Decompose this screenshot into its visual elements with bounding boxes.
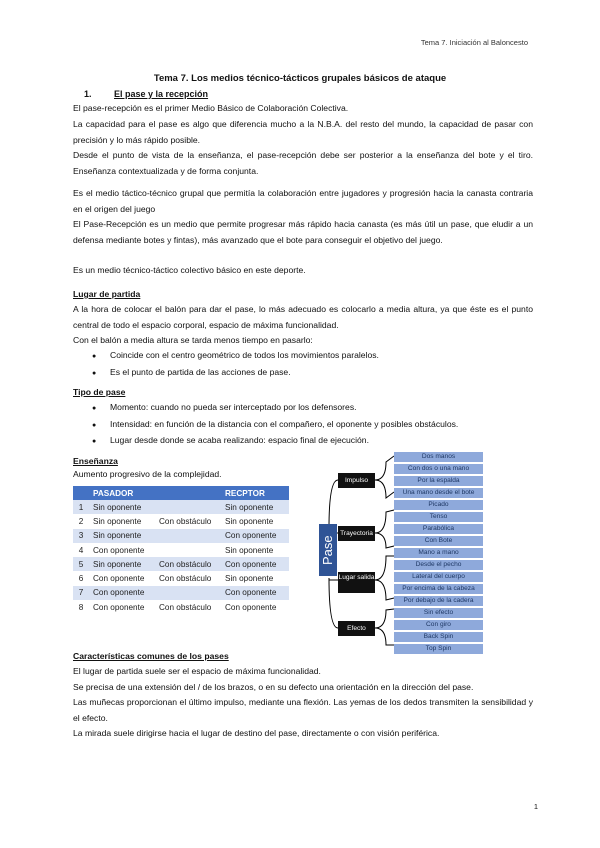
tipo-heading: Tipo de pase bbox=[73, 387, 126, 397]
table-cell: Sin oponente bbox=[225, 545, 274, 555]
table-cell: Con oponente bbox=[93, 602, 145, 612]
table-cell bbox=[155, 586, 221, 600]
intro-paragraph-1: El pase-recepción es el primer Medio Básico de Colaboración Colectiva. bbox=[73, 103, 349, 113]
table-cell bbox=[155, 529, 221, 543]
diagram-item: Mano a mano bbox=[394, 548, 483, 558]
pass-types-diagram bbox=[318, 452, 488, 654]
page-title: Tema 7. Los medios técnico-tácticos grupales básicos de ataque bbox=[153, 73, 447, 84]
table-cell: Sin oponente bbox=[225, 516, 274, 526]
ensenanza-heading: Enseñanza bbox=[73, 456, 118, 466]
lugar-heading: Lugar de partida bbox=[73, 289, 141, 299]
diagram-item: Sin efecto bbox=[394, 608, 483, 618]
diagram-item: Por la espalda bbox=[394, 476, 483, 486]
caracteristicas-line-2: Se precisa de una extensión del / de los brazos, o en su defecto una orientación en la dirección del pase. bbox=[73, 682, 474, 692]
diagram-item: Por encima de la cabeza bbox=[394, 584, 483, 594]
progression-table bbox=[73, 486, 289, 614]
caracteristicas-line-4: La mirada suele dirigirse hacia el lugar de destino del pase, directamente o con visión periférica. bbox=[73, 728, 440, 738]
table-cell: Con obstáculo bbox=[159, 602, 212, 612]
table-row bbox=[73, 571, 289, 585]
table-cell: 6 bbox=[78, 574, 84, 584]
table-row bbox=[73, 543, 289, 557]
table-row bbox=[73, 529, 289, 543]
table-cell: Con oponente bbox=[221, 529, 289, 543]
diagram-item: Top Spin bbox=[394, 644, 483, 654]
definition-paragraph-1: Es el medio táctico-técnico grupal que permitía la colaboración entre jugadores y progresión hacia la canasta contraria en el origen del juego bbox=[73, 188, 533, 214]
table-row bbox=[73, 600, 289, 614]
intro-paragraph-2: La capacidad para el pase es algo que diferencia mucho a la N.B.A. del resto del mundo, la capacidad de pasar con precisión y lo más rápido posible. bbox=[73, 119, 533, 145]
table-cell: Con oponente bbox=[89, 586, 155, 600]
lugar-paragraph: A la hora de colocar el balón para dar el pase, lo más adecuado es colocarlo a media altura, ya que éste es el punto central de todo el espacio corporal, espacio de máxima funcionalidad. bbox=[73, 304, 533, 330]
table-cell: Sin oponente bbox=[89, 529, 155, 543]
lugar-bullets bbox=[92, 348, 379, 381]
table-cell: 8 bbox=[78, 602, 84, 612]
table-cell: 2 bbox=[78, 516, 84, 526]
table-cell: Sin oponente bbox=[89, 557, 155, 571]
diagram-item: Con giro bbox=[394, 620, 483, 630]
caracteristicas-heading: Características comunes de los pases bbox=[73, 651, 229, 661]
table-cell bbox=[155, 543, 221, 557]
running-header: Tema 7. Iniciación al Baloncesto bbox=[420, 38, 528, 47]
page-number: 1 bbox=[533, 802, 538, 811]
diagram-item: Con dos o una mano bbox=[394, 464, 483, 474]
diagram-category: Efecto bbox=[338, 621, 375, 636]
bullet-item: ● Coincide con el centro geométrico de todos los movimientos paralelos. bbox=[92, 348, 379, 365]
table-header-cell bbox=[155, 486, 221, 500]
table-cell: Con oponente bbox=[225, 602, 277, 612]
diagram-root: Pase bbox=[319, 524, 337, 576]
table-cell: Sin oponente bbox=[221, 500, 289, 514]
table-cell: Con oponente bbox=[221, 586, 289, 600]
table-row bbox=[73, 500, 289, 514]
caracteristicas-line-1: El lugar de partida suele ser el espacio de máxima funcionalidad. bbox=[73, 666, 321, 676]
table-row bbox=[73, 557, 289, 571]
table-cell: Con oponente bbox=[221, 557, 289, 571]
table-header-cell bbox=[73, 486, 89, 500]
tipo-bullets bbox=[92, 400, 458, 450]
section-number: 1. bbox=[84, 89, 92, 99]
diagram-item: Picado bbox=[394, 500, 483, 510]
table-row bbox=[73, 586, 289, 600]
diagram-item: Por debajo de la cadera bbox=[394, 596, 483, 606]
ensenanza-line: Aumento progresivo de la complejidad. bbox=[73, 469, 222, 479]
lugar-line: Con el balón a media altura se tarda menos tiempo en pasarlo: bbox=[73, 335, 313, 345]
diagram-category: Lugar salida bbox=[338, 572, 375, 593]
intro-paragraph-3: Desde el punto de vista de la enseñanza, el pase-recepción debe ser posterior a la enseñanza del bote y el tiro. Enseñanza contextualizada y de forma conjunta. bbox=[73, 150, 533, 176]
diagram-item: Con Bote bbox=[394, 536, 483, 546]
table-cell: 1 bbox=[73, 500, 89, 514]
table-header-cell: RECPTOR bbox=[221, 486, 289, 500]
definition-paragraph-3: Es un medio técnico-táctico colectivo básico en este deporte. bbox=[73, 265, 306, 275]
diagram-item: Back Spin bbox=[394, 632, 483, 642]
diagram-item: Parabólica bbox=[394, 524, 483, 534]
table-header-row bbox=[73, 486, 289, 500]
bullet-item: ● Momento: cuando no pueda ser interceptado por los defensores. bbox=[92, 400, 458, 417]
definition-paragraph-2: El Pase-Recepción es un medio que permite progresar más rápido hacia canasta (es más útil un pase, que eludir a un defensa mediante botes y fintas), más avanzado que el bote para conseguir el objetivo del juego. bbox=[73, 219, 533, 245]
table-cell: 4 bbox=[78, 545, 84, 555]
section-heading bbox=[84, 89, 208, 99]
diagram-item: Una mano desde el bote bbox=[394, 488, 483, 498]
bullet-item: ● Lugar desde donde se acaba realizando: espacio final de ejecución. bbox=[92, 433, 458, 450]
diagram-category: Trayectoria bbox=[338, 526, 375, 541]
table-cell: Sin oponente bbox=[225, 574, 274, 584]
diagram-item: Tenso bbox=[394, 512, 483, 522]
table-cell bbox=[155, 500, 221, 514]
caracteristicas-line-3: Las muñecas proporcionan el último impulso, mediante una flexión. Las yemas de los dedos transmiten la sensibilidad y el efecto. bbox=[73, 697, 533, 723]
table-cell: 7 bbox=[73, 586, 89, 600]
diagram-item: Lateral del cuerpo bbox=[394, 572, 483, 582]
table-cell: 5 bbox=[73, 557, 89, 571]
table-row bbox=[73, 514, 289, 528]
diagram-category: Impulso bbox=[338, 473, 375, 488]
diagram-item: Desde el pecho bbox=[394, 560, 483, 570]
table-cell: Con obstáculo bbox=[159, 574, 212, 584]
table-cell: Sin oponente bbox=[93, 516, 142, 526]
bullet-item: ● Intensidad: en función de la distancia con el compañero, el oponente y posibles obstáculos. bbox=[92, 417, 458, 434]
table-cell: Sin oponente bbox=[89, 500, 155, 514]
bullet-item: ● Es el punto de partida de las acciones de pase. bbox=[92, 365, 379, 382]
table-cell: Con obstáculo bbox=[159, 516, 212, 526]
diagram-item: Dos manos bbox=[394, 452, 483, 462]
section-label: El pase y la recepción bbox=[114, 89, 209, 99]
table-header-cell: PASADOR bbox=[89, 486, 155, 500]
table-cell: Con oponente bbox=[93, 574, 145, 584]
table-cell: Con obstáculo bbox=[155, 557, 221, 571]
table-cell: Con oponente bbox=[93, 545, 145, 555]
table-cell: 3 bbox=[73, 529, 89, 543]
